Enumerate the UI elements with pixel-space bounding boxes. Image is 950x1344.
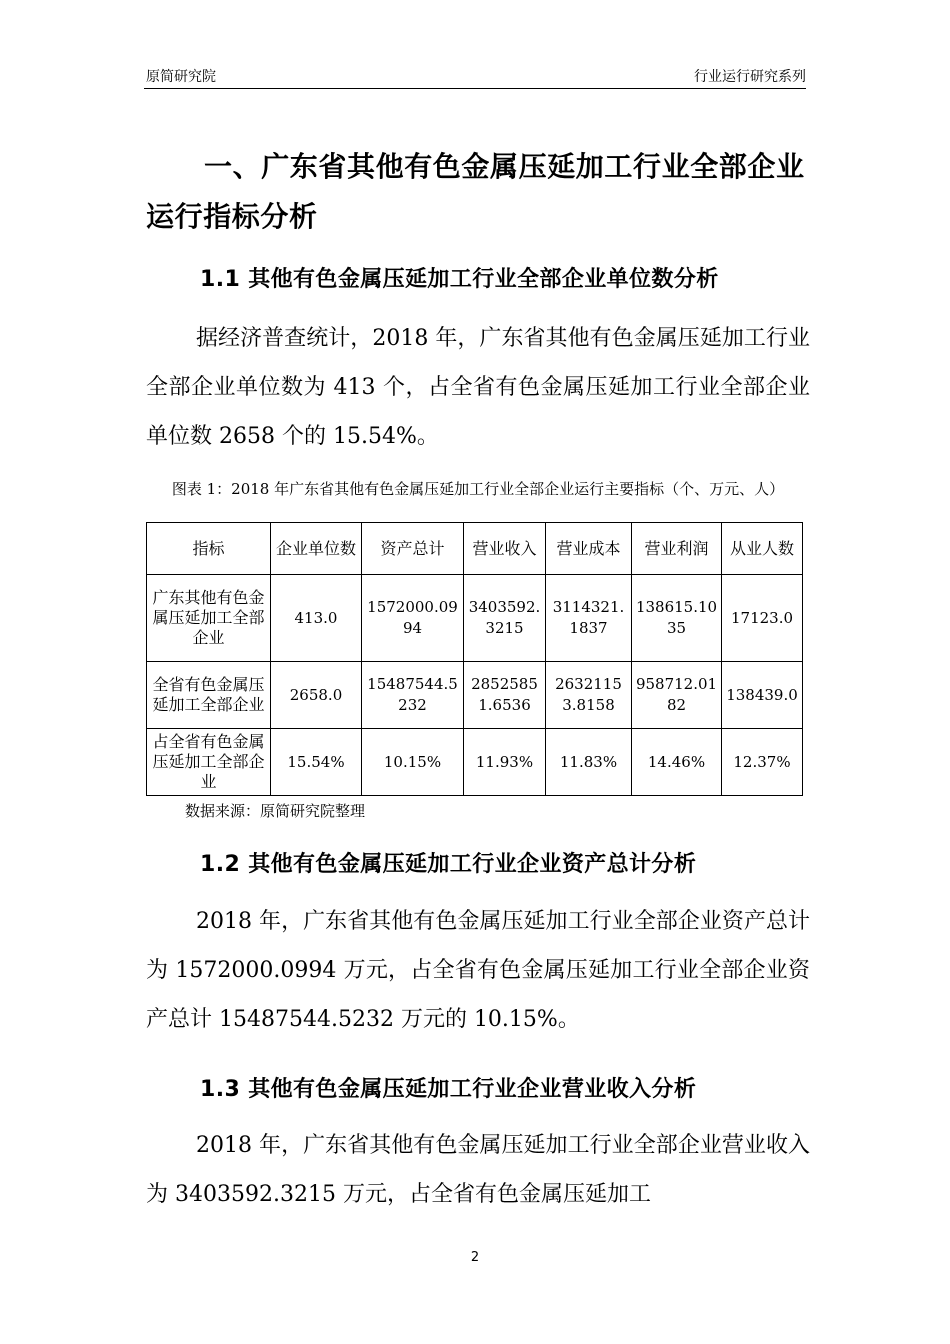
table-cell: 138615.1035 [632, 575, 722, 662]
table-source-note: 数据来源：原简研究院整理 [185, 802, 366, 820]
table-cell: 413.0 [271, 575, 362, 662]
table-header-cell: 从业人数 [722, 523, 803, 575]
table-cell: 958712.0182 [632, 662, 722, 729]
paragraph-1-2: 2018 年，广东省其他有色金属压延加工行业全部企业资产总计为 1572000.0994 万元，占全省有色金属压延加工行业全部企业资产总计 15487544.5232 万元的 10.15%。 [146, 909, 810, 1032]
table-header-cell: 营业收入 [464, 523, 546, 575]
table-header-row [147, 523, 803, 575]
table-cell: 2658.0 [271, 662, 362, 729]
table-header-cell: 营业利润 [632, 523, 722, 575]
table-row [147, 729, 803, 796]
header-right-text: 行业运行研究系列 [694, 69, 806, 85]
row-label: 占全省有色金属压延加工全部企业 [147, 729, 271, 796]
paragraph-1-1: 据经济普查统计，2018 年，广东省其他有色金属压延加工行业全部企业单位数为 413 个，占全省有色金属压延加工行业全部企业单位数 2658 个的 15.54%。 [146, 326, 810, 449]
row-label: 广东其他有色金属压延加工全部企业 [147, 575, 271, 662]
subsection-title-1-3: 1.3 其他有色金属压延加工行业企业营业收入分析 [200, 1077, 697, 1102]
subsection-title-1-2: 1.2 其他有色金属压延加工行业企业资产总计分析 [200, 852, 697, 877]
table-header-cell: 资产总计 [362, 523, 464, 575]
table-cell: 1572000.0994 [362, 575, 464, 662]
table-cell: 26321153.8158 [546, 662, 632, 729]
table-row [147, 662, 803, 729]
table-cell: 28525851.6536 [464, 662, 546, 729]
table-cell: 3114321.1837 [546, 575, 632, 662]
paragraph-1-3: 2018 年，广东省其他有色金属压延加工行业全部企业营业收入为 3403592.3215 万元，占全省有色金属压延加工 [146, 1133, 810, 1207]
header-divider [144, 88, 806, 89]
table-cell: 11.93% [464, 729, 546, 796]
table-header-cell: 营业成本 [546, 523, 632, 575]
table-cell: 15.54% [271, 729, 362, 796]
subsection-title-1-1: 1.1 其他有色金属压延加工行业全部企业单位数分析 [200, 267, 719, 292]
page-number: 2 [470, 1250, 480, 1265]
table-header-cell: 企业单位数 [271, 523, 362, 575]
table-cell: 15487544.5232 [362, 662, 464, 729]
table-cell: 17123.0 [722, 575, 803, 662]
table-header-cell: 指标 [147, 523, 271, 575]
row-label: 全省有色金属压延加工全部企业 [147, 662, 271, 729]
table-cell: 14.46% [632, 729, 722, 796]
table-cell: 11.83% [546, 729, 632, 796]
table-cell: 10.15% [362, 729, 464, 796]
table-caption: 图表 1：2018 年广东省其他有色金属压延加工行业全部企业运行主要指标（个、万元、人） [171, 480, 785, 498]
table-cell: 3403592.3215 [464, 575, 546, 662]
header-left-text: 原简研究院 [146, 69, 216, 85]
table-row [147, 575, 803, 662]
section-title: 一、广东省其他有色金属压延加工行业全部企业运行指标分析 [146, 150, 805, 233]
table-cell: 138439.0 [722, 662, 803, 729]
indicator-table [146, 522, 803, 796]
table-cell: 12.37% [722, 729, 803, 796]
